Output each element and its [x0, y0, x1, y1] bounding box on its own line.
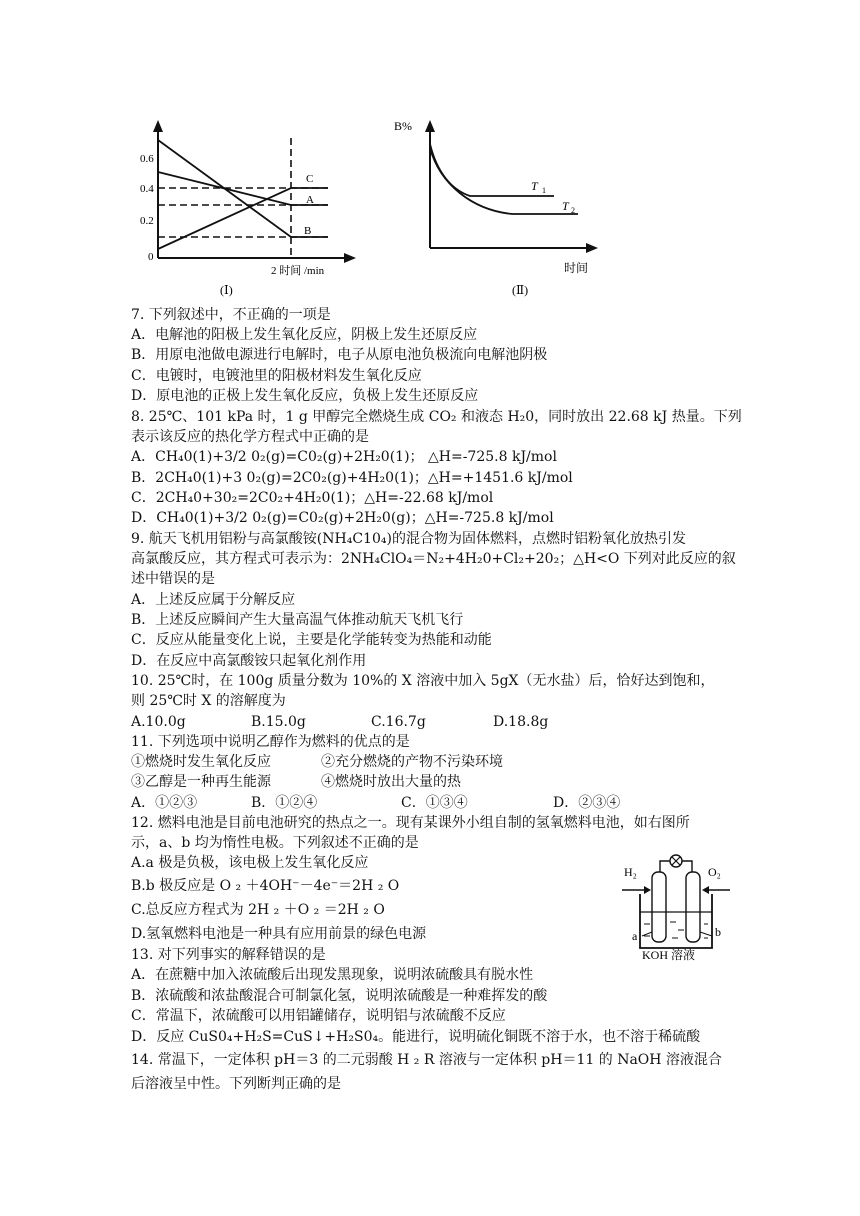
q12-option-d: D.氢氧燃料电池是一种具有应用前景的绿色电源: [131, 926, 427, 942]
q11-option-d: D．②③④: [553, 795, 621, 811]
q12-stem: 12. 燃料电池是目前电池研究的热点之一。现有某课外小组自制的氢氧燃料电池，如右图所: [131, 815, 690, 831]
q13-option-b: B．浓硫酸和浓盐酸混合可制氯化氢，说明浓硫酸是一种难挥发的酸: [131, 988, 548, 1004]
q13-stem: 13. 对下列事实的解释错误的是: [131, 947, 326, 963]
q8-stem: 8. 25℃、101 kPa 时，1 g 甲醇完全燃烧生成 CO₂ 和液态 H₂0，同时放出 22.68 kJ 热量。下列: [131, 409, 742, 425]
ytick-label: 0.4: [140, 183, 154, 195]
q12-stem: 示，a、b 均为惰性电极。下列叙述不正确的是: [131, 835, 419, 851]
q13-option-c: C．常温下，浓硫酸可以用铝罐储存，说明铝与浓硫酸不反应: [131, 1008, 506, 1024]
q8-option-a: A．CH₄0(1)+3/2 0₂(g)=C0₂(g)+2H₂0(1)； △H=-725.8 kJ/mol: [131, 449, 557, 465]
curve-label: T: [531, 179, 538, 193]
q9-option-a: A．上述反应属于分解反应: [131, 592, 296, 608]
curve-label-sub: 1: [542, 186, 546, 195]
curve-label: B: [304, 225, 312, 237]
q10-option-c: C.16.7g: [371, 714, 426, 730]
q11-options: [131, 793, 620, 813]
curve-c: [158, 188, 328, 249]
q12-option-c: C.总反应方程式为 2H ₂ ＋O ₂ ＝2H ₂ O: [131, 902, 385, 918]
ytick-label: 0.2: [140, 215, 154, 227]
q10-option-a: A.10.0g: [131, 714, 186, 730]
ytick-label: 0: [148, 251, 154, 263]
q10-stem: 10. 25℃时，在 100g 质量分数为 10%的 X 溶液中加入 5gX（无水盐）后，恰好达到饱和，: [131, 673, 715, 689]
q10-stem: 则 25℃时 X 的溶解度为: [131, 693, 286, 709]
q7-option-b: B．用原电池做电源进行电解时，电子从原电池负极流向电解池阴极: [131, 347, 548, 363]
q12-option-a: A.a 极是负极，该电极上发生氧化反应: [131, 855, 369, 871]
q13-option-d: D．反应 CuS0₄+H₂S=CuS↓+H₂S0₄。能进行，说明硫化铜既不溶于水，也不溶于稀硫酸: [131, 1029, 701, 1045]
q7-option-c: C．电镀时，电镀池里的阳极材料发生氧化反应: [131, 368, 422, 384]
x-axis-label: 时间: [564, 261, 589, 275]
curve-t2: [430, 148, 578, 214]
q8-option-c: C．2CH₄0+30₂=2C0₂+4H₂0(1)；△H=-22.68 kJ/mol: [131, 490, 494, 506]
electrode-a-label: a: [632, 929, 638, 943]
koh-solution-label: KOH 溶液: [642, 948, 695, 962]
curve-label: A: [306, 194, 314, 206]
q12-option-b: B.b 极反应是 O ₂ ＋4OH⁻－4e⁻＝2H ₂ O: [131, 878, 400, 894]
q9-stem: 9. 航天飞机用铝粉与高氯酸铵(NH₄C10₄)的混合物为固体燃料，点燃时铝粉氧化放热引发: [131, 531, 686, 547]
h2-label: H₂: [624, 865, 637, 879]
q11-item-4: ④燃烧时放出大量的热: [321, 774, 461, 790]
curve-label-sub: 2: [571, 206, 575, 215]
curve-label: T: [562, 199, 569, 213]
figure-caption: (Ⅱ): [512, 283, 529, 297]
q10-options: [131, 712, 548, 732]
q8-option-d: D．CH₄0(1)+3/2 0₂(g)=C0₂(g)+2H₂0(g)；△H=-725.8 kJ/mol: [131, 510, 554, 526]
q9-option-b: B．上述反应瞬间产生大量高温气体推动航天飞机飞行: [131, 612, 464, 628]
q9-stem: 述中错误的是: [131, 571, 215, 587]
ytick-label: 0.6: [140, 153, 154, 165]
q11-item-3: ③乙醇是一种再生能源: [131, 774, 271, 790]
q10-option-d: D.18.8g: [493, 714, 549, 730]
q11-stem: 11. 下列选项中说明乙醇作为燃料的优点的是: [131, 734, 410, 750]
x-axis-label: 2 时间 /min: [271, 265, 325, 277]
q9-stem: 高氯酸反应，其方程式可表示为：2NH₄ClO₄＝N₂+4H₂0+Cl₂+20₂；△H<O 下列对此反应的叙: [131, 551, 736, 567]
q8-option-b: B．2CH₄0(1)+3 0₂(g)=2C0₂(g)+4H₂0(1)；△H=+1451.6 kJ/mol: [131, 470, 573, 486]
q7-stem: 7. 下列叙述中，不正确的一项是: [131, 307, 331, 323]
curve-label: C: [306, 173, 314, 185]
q11-option-b: B．①②④: [251, 795, 318, 811]
q13-option-a: A．在蔗糖中加入浓硫酸后出现发黑现象，说明浓硫酸具有脱水性: [131, 967, 534, 983]
q11-option-a: A．①②③: [131, 795, 198, 811]
q11-items: [131, 772, 461, 792]
electrode-b-label: b: [715, 925, 721, 939]
figure-caption: (Ⅰ): [220, 283, 233, 297]
q10-option-b: B.15.0g: [251, 714, 306, 730]
fuel-cell-diagram: [620, 852, 732, 962]
q14-stem: 14. 常温下，一定体积 pH＝3 的二元弱酸 H ₂ R 溶液与一定体积 pH＝11 的 NaOH 溶液混合: [131, 1052, 722, 1068]
q7-option-d: D．原电池的正极上发生氧化反应，负极上发生还原反应: [131, 388, 479, 404]
q8-stem: 表示该反应的热化学方程式中正确的是: [131, 429, 369, 445]
y-axis-label: B%: [394, 119, 412, 133]
q14-stem: 后溶液呈中性。下列断判正确的是: [131, 1076, 341, 1092]
q9-option-c: C．反应从能量变化上说，主要是化学能转变为热能和动能: [131, 632, 492, 648]
o2-label: O₂: [708, 865, 721, 879]
figure-2-graph: [392, 118, 602, 300]
q11-item-2: ②充分燃烧的产物不污染环境: [321, 754, 503, 770]
q11-items: [131, 752, 503, 772]
q7-option-a: A．电解池的阳极上发生氧化反应，阴极上发生还原反应: [131, 327, 478, 343]
figure-1-graph: [138, 118, 368, 300]
q11-item-1: ①燃烧时发生氧化反应: [131, 754, 271, 770]
q11-option-c: C．①③④: [401, 795, 468, 811]
q9-option-d: D．在反应中高氯酸铵只起氧化剂作用: [131, 653, 367, 669]
